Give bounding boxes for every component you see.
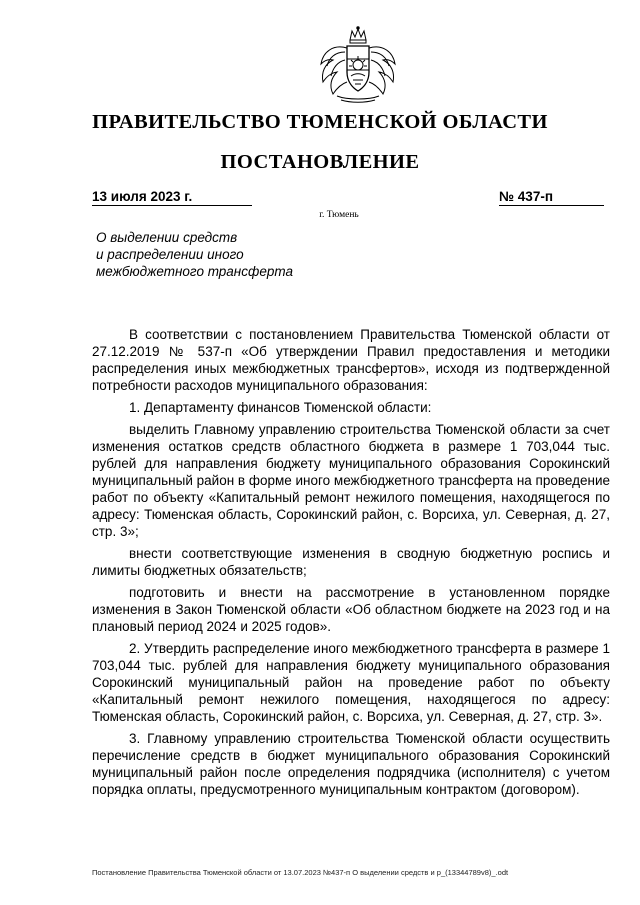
subject-line: О выделении средств [96, 230, 238, 245]
document-number: № 437-п [499, 189, 604, 206]
body-paragraph-preamble: В соответствии с постановлением Правительства Тюменской области от 27.12.2019 № 537-п «Об утверждении Правил предоставления и методики распределения иных межбюджетных трансфертов», исходя из подтвержденной потребности расходов муниципального образования: [92, 327, 610, 393]
coat-of-arms-icon [311, 26, 405, 104]
document-footer: Постановление Правительства Тюменской области от 13.07.2023 №437-п О выделении средств и р_(13344789v8)_.odt [92, 868, 509, 877]
body-paragraph-item-3: 3. Главному управлению строительства Тюменской области осуществить перечисление средств в бюджет муниципального образования Сорокинский муниципальный район после определения подрядчика (исполнителя) с учетом порядка оплаты, предусмотренного муниципальным контрактом (договором). [92, 731, 610, 797]
organization-title: ПРАВИТЕЛЬСТВО ТЮМЕНСКОЙ ОБЛАСТИ [92, 111, 548, 133]
document-date: 13 июля 2023 г. [92, 189, 252, 206]
subject-line: и распределении иного [96, 247, 244, 262]
document-body [92, 326, 610, 803]
body-paragraph-budget-changes: внести соответствующие изменения в сводную бюджетную роспись и лимиты бюджетных обязательств; [92, 546, 610, 578]
body-paragraph-law-changes: подготовить и внести на рассмотрение в установленном порядке изменения в Закон Тюменской области «Об областном бюджете на 2023 год и на плановый период 2024 и 2025 годов». [92, 585, 610, 634]
document-city: г. Тюмень [319, 210, 359, 220]
body-paragraph-item-1: 1. Департаменту финансов Тюменской области: [129, 400, 432, 415]
document-subject [96, 229, 356, 280]
document-type-heading: ПОСТАНОВЛЕНИЕ [220, 151, 420, 173]
body-paragraph-allocate: выделить Главному управлению строительства Тюменской области за счет изменения остатков средств областного бюджета в размере 1 703,044 тыс. рублей для направления бюджету муниципального образования Сорокинский муниципальный район в форме иного межбюджетного трансферта на проведение работ по объекту «Капитальный ремонт нежилого помещения, находящегося по адресу: Тюменская область, Сорокинский район, с. Ворсиха, ул. Северная, д. 27, стр. 3»; [92, 422, 610, 539]
body-paragraph-item-2: 2. Утвердить распределение иного межбюджетного трансферта в размере 1 703,044 тыс. рублей для направления бюджету муниципального образования Сорокинский муниципальный район на проведение работ по объекту «Капитальный ремонт нежилого помещения, находящегося по адресу: Тюменская область, Сорокинский район, с. Ворсиха, ул. Северная, д. 27, стр. 3». [92, 641, 610, 724]
subject-line: межбюджетного трансферта [96, 264, 294, 279]
